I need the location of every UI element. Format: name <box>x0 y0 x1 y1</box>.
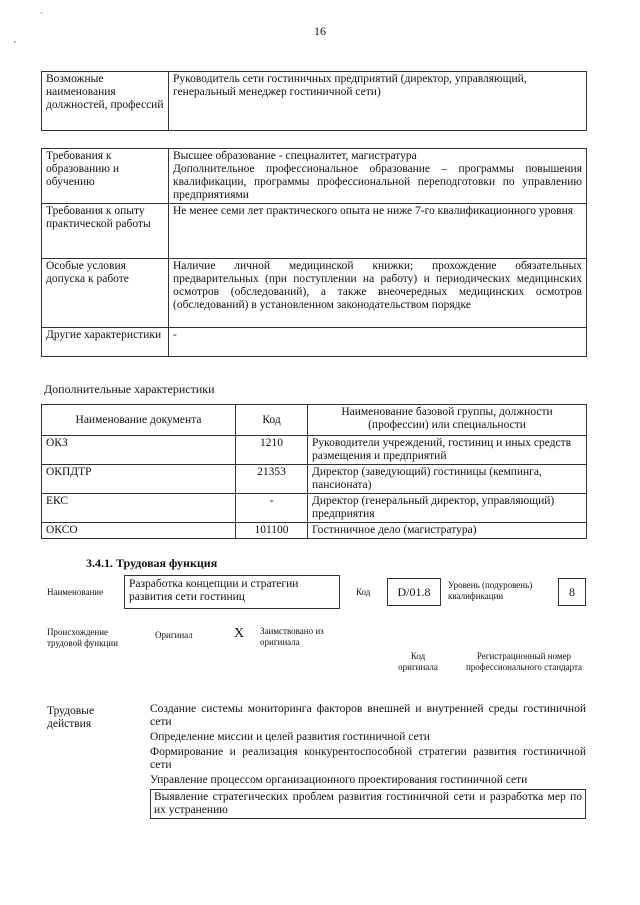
table-row <box>42 465 587 494</box>
name-label: Наименование <box>47 587 104 597</box>
origin-label: Происхождение трудовой функции <box>47 627 118 648</box>
row-name: Руководители учреждений, гостиниц и иных средств размещения и предприятий <box>308 436 587 465</box>
experience-label: Требования к опыту практической работы <box>42 204 169 259</box>
list-item: Выявление стратегических проблем развития гостиничной сети и разработка мер по их устранению <box>150 789 586 819</box>
borrowed-label: Заимствовано из оригинала <box>260 626 324 647</box>
additional-title: Дополнительные характеристики <box>44 382 215 396</box>
row-code: 21353 <box>236 465 308 494</box>
list-item: Формирование и реализация конкурентоспособной стратегии развития гостиничной сети <box>150 746 586 771</box>
row-doc: ОКПДТР <box>42 465 236 494</box>
original-mark: X <box>234 626 245 641</box>
positions-value: Руководитель сети гостиничных предприятий (директор, управляющий, генеральный менеджер гостиничной сети) <box>169 72 587 131</box>
col-header-code: Код <box>236 405 308 436</box>
row-name: Директор (заведующий) гостиницы (кемпинга, пансионата) <box>308 465 587 494</box>
admission-value: Наличие личной медицинской книжки; прохождение обязательных предварительных (при поступлении на работу) и периодических медицинских осмотров (обследований), а также внеочередных медицинских осмотров (обследований) в установленном законодательством порядке <box>169 259 587 328</box>
col-header-name: Наименование базовой группы, должности (профессии) или специальности <box>308 405 587 436</box>
row-doc: ЕКС <box>42 494 236 523</box>
education-line: Высшее образование - специалитет, магистратура <box>173 150 417 162</box>
row-name: Гостиничное дело (магистратура) <box>308 523 587 539</box>
reg-number-label: Регистрационный номер профессионального стандарта <box>465 651 583 672</box>
other-label: Другие характеристики <box>42 328 169 357</box>
scan-mark: ' <box>14 40 16 51</box>
list-item: Управление процессом организационного проектирования гостиничной сети <box>150 774 528 786</box>
row-doc: ОКСО <box>42 523 236 539</box>
original-label: Оригинал <box>155 630 193 640</box>
code-label: Код <box>356 587 371 597</box>
requirements-table <box>41 148 587 357</box>
positions-table <box>41 71 587 131</box>
row-code: - <box>236 494 308 523</box>
function-title: 3.4.1. Трудовая функция <box>86 556 218 570</box>
positions-label: Возможные наименования должностей, профессий <box>42 72 169 131</box>
level-value-box: 8 <box>558 578 586 606</box>
list-item: Определение миссии и целей развития гостиничной сети <box>150 731 430 743</box>
col-header-doc: Наименование документа <box>42 405 236 436</box>
list-item: Создание системы мониторинга факторов внешней и внутренней среды гостиничной сети <box>150 703 586 728</box>
page-number: 16 <box>314 24 326 38</box>
table-row <box>42 494 587 523</box>
function-name-box: Разработка концепции и стратегии развития сети гостиниц <box>124 575 340 609</box>
other-value: - <box>169 328 587 357</box>
level-label: Уровень (подуровень) квалификации <box>448 580 533 601</box>
code-value-box: D/01.8 <box>387 578 441 606</box>
row-code: 101100 <box>236 523 308 539</box>
actions-list <box>150 703 586 819</box>
experience-value: Не менее семи лет практического опыта не ниже 7-го квалификационного уровня <box>169 204 587 259</box>
actions-label: Трудовые действия <box>47 705 95 730</box>
table-row <box>42 436 587 465</box>
education-label: Требования к образованию и обучению <box>42 149 169 204</box>
code-original-label: Код оригинала <box>398 651 438 672</box>
row-doc: ОКЗ <box>42 436 236 465</box>
table-row <box>42 523 587 539</box>
admission-label: Особые условия допуска к работе <box>42 259 169 328</box>
education-line: Дополнительное профессиональное образование – программы повышения квалификации, программы профессиональной переподготовки по управлению предприятиями <box>173 163 582 201</box>
row-name: Директор (генеральный директор, управляющий) предприятия <box>308 494 587 523</box>
row-code: 1210 <box>236 436 308 465</box>
scan-mark: ` <box>40 12 44 23</box>
education-value <box>169 149 587 204</box>
additional-table <box>41 404 587 539</box>
